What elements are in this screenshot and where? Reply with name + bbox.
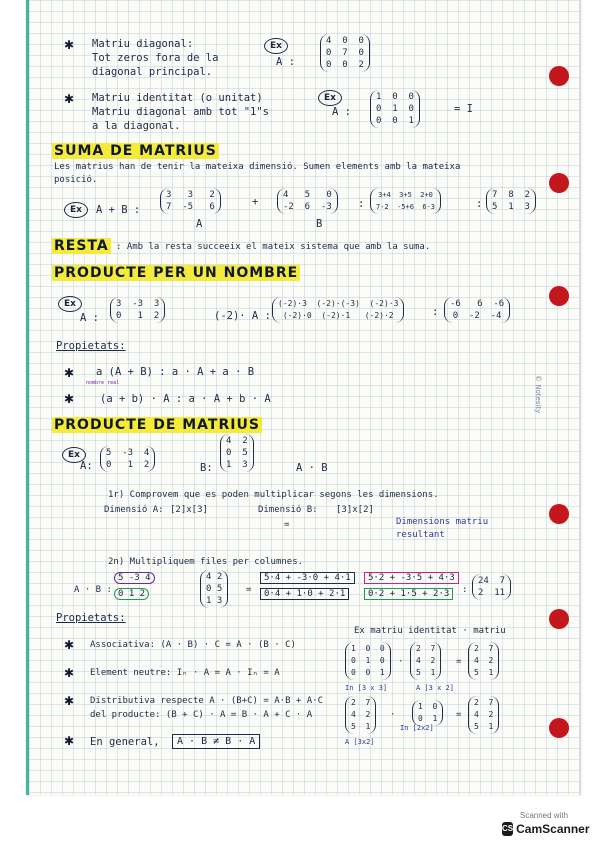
matrix-row: 0 1 2 bbox=[106, 460, 150, 470]
matrix-row: 4 2 bbox=[226, 436, 248, 446]
result-matrix bbox=[468, 642, 499, 680]
matrix-row: 0 1 0 bbox=[376, 104, 414, 114]
matrix-a bbox=[345, 696, 376, 734]
identity-matrix bbox=[412, 700, 443, 726]
matrix-row: 0 1 2 bbox=[116, 311, 160, 321]
equals: : bbox=[432, 306, 439, 318]
section-heading-resta: RESTA bbox=[54, 238, 109, 254]
example-icon: Ex bbox=[264, 38, 288, 54]
matrix-b-columns bbox=[200, 570, 228, 608]
binder-hole bbox=[549, 66, 569, 86]
equals: = bbox=[456, 657, 462, 667]
cell-21: 0·4 + 1·0 + 2·1 bbox=[260, 588, 349, 600]
diagonal-matrix bbox=[320, 34, 370, 72]
property-neutral: Element neutre: Iₙ · A = A · Iₙ = A bbox=[90, 668, 280, 678]
suma-ab-label: A + B : bbox=[96, 204, 141, 216]
matrix-a-label: A: bbox=[80, 460, 93, 472]
watermark-text: © Notesity bbox=[534, 375, 542, 414]
dimension-b-label: Dimensió B: bbox=[258, 505, 318, 515]
cell-12: 5·2 + -3·5 + 4·3 bbox=[364, 572, 459, 584]
matrix-row: 5 1 bbox=[416, 668, 436, 677]
bullet-icon: ✱ bbox=[64, 38, 75, 52]
sum-expansion-matrix bbox=[370, 188, 441, 214]
dimension-a-value: [2]x[3] bbox=[170, 505, 208, 515]
resta-text: : Amb la resta succeeix el mateix sistema que amb la suma. bbox=[116, 242, 431, 252]
scalar-result-matrix bbox=[444, 297, 510, 323]
plus-sign: + bbox=[252, 196, 259, 208]
row-a-2: 0 1 2 bbox=[114, 588, 149, 600]
binder-hole bbox=[549, 609, 569, 629]
matrix-row: (-2)·3 (-2)·(-3) (-2)·3 bbox=[278, 299, 399, 308]
property-distributive-sum: (a + b) · A : a · A + b · A bbox=[100, 393, 271, 405]
suma-text-1: Les matrius han de tenir la mateixa dimensió. Sumen elements amb la mateixa bbox=[54, 162, 461, 172]
property-distributive-1: Distributiva respecte A · (B+C) = A·B + A·C bbox=[90, 696, 323, 706]
property-associative: Associativa: (A · B) · C = A · (B · C) bbox=[90, 640, 296, 650]
binder-hole bbox=[549, 718, 569, 738]
general-text: En general, bbox=[90, 736, 160, 748]
dot: · bbox=[390, 710, 396, 720]
bullet-icon: ✱ bbox=[64, 366, 75, 380]
diag-title: Matriu diagonal: bbox=[92, 38, 194, 50]
non-commutative-box: A · B ≠ B · A bbox=[172, 734, 260, 749]
equals: : bbox=[358, 198, 365, 210]
matrix-row: 1 0 bbox=[418, 702, 438, 711]
scalar-label: (-2)· A : bbox=[214, 310, 271, 322]
matrix-row: 2 11 bbox=[478, 588, 506, 598]
matrix-row: 0 5 bbox=[206, 584, 223, 594]
matrix-row: 3 3 2 bbox=[166, 190, 215, 200]
matrix-row: 5 -3 4 bbox=[106, 448, 150, 458]
binder-hole bbox=[549, 173, 569, 193]
cell-22: 0·2 + 1·5 + 2·3 bbox=[364, 588, 453, 600]
matrix-dimension-label: A [3 x 2] bbox=[416, 684, 454, 692]
matrix-b bbox=[277, 188, 338, 214]
section-heading-producte-nombre: PRODUCTE PER UN NOMBRE bbox=[54, 265, 299, 281]
matrix-row: 2 7 bbox=[474, 644, 494, 653]
matrix-row: 2 7 bbox=[474, 698, 494, 707]
matrix-row: 2 7 bbox=[416, 644, 436, 653]
scalar-expansion-matrix bbox=[272, 297, 404, 323]
matrix-row: 5 1 bbox=[351, 722, 371, 731]
section-heading-suma: SUMA DE MATRIUS bbox=[54, 143, 217, 159]
suma-text-2: posició. bbox=[54, 175, 98, 185]
scanned-with-text: Scanned with bbox=[519, 811, 569, 820]
matrix-row: 7 8 2 bbox=[492, 190, 530, 200]
matrix-row: 7 -5 6 bbox=[166, 202, 215, 212]
ident-title: Matriu identitat (o unitat) bbox=[92, 92, 263, 104]
example-icon: Ex bbox=[58, 296, 82, 312]
matrix-row: 2 7 bbox=[351, 698, 371, 707]
product-result-matrix bbox=[472, 574, 511, 600]
matrix-b-label: B: bbox=[200, 462, 213, 474]
properties-title: Propietats: bbox=[56, 612, 126, 624]
product-label: A · B : bbox=[74, 585, 112, 595]
example-heading: Ex matriu identitat · matriu bbox=[354, 626, 506, 636]
bullet-icon: ✱ bbox=[64, 92, 75, 106]
matrix-row: 0 0 1 bbox=[376, 116, 414, 126]
identity-dimension-label: In [2x2] bbox=[400, 724, 434, 732]
equals: : bbox=[476, 198, 483, 210]
matrix-row: -6 6 -6 bbox=[450, 299, 505, 309]
section-heading-producte-matrius: PRODUCTE DE MATRIUS bbox=[54, 417, 260, 433]
matrix-row: 5 1 bbox=[474, 722, 494, 731]
properties-title: Propietats: bbox=[56, 340, 126, 352]
label-b: B bbox=[316, 218, 323, 230]
property-distributive-scalar: a (A + B) : a · A + a · B bbox=[96, 366, 255, 378]
matrix-a bbox=[410, 642, 441, 680]
bullet-icon: ✱ bbox=[64, 666, 75, 680]
bullet-icon: ✱ bbox=[64, 392, 75, 406]
equals: = bbox=[456, 710, 462, 720]
matrix-row: 1 0 0 bbox=[351, 644, 385, 653]
identity-dimension-label: In [3 x 3] bbox=[345, 684, 388, 692]
result-dimension-note: Dimensions matriu bbox=[396, 517, 489, 527]
matrix-row: 24 7 bbox=[478, 576, 506, 586]
dimension-a-label: Dimensió A: bbox=[104, 505, 164, 515]
camscanner-watermark bbox=[502, 811, 590, 845]
example-icon: Ex bbox=[64, 202, 88, 218]
equals: = bbox=[246, 585, 252, 595]
dimension-equals: = bbox=[284, 520, 290, 530]
matrix-row: 4 2 bbox=[474, 656, 494, 665]
diag-a-label: A : bbox=[276, 56, 295, 68]
diag-text-2: diagonal principal. bbox=[92, 66, 213, 78]
ident-text-2: a la diagonal. bbox=[92, 120, 181, 132]
producte-a-label: A : bbox=[80, 312, 99, 324]
step-2-text: 2n) Multipliquem files per columnes. bbox=[108, 557, 304, 567]
identity-matrix bbox=[345, 642, 391, 680]
matrix-row: -2 6 -3 bbox=[283, 202, 332, 212]
identity-equals: = I bbox=[454, 103, 473, 115]
diag-text-1: Tot zeros fora de la bbox=[92, 52, 219, 64]
matrix-row: (-2)·0 (-2)·1 (-2)·2 bbox=[282, 311, 394, 320]
matrix-row: 4 2 bbox=[416, 656, 436, 665]
matrix-row: 0 1 0 bbox=[351, 656, 385, 665]
matrix-row: 1 0 0 bbox=[376, 92, 414, 102]
matrix-row: 7-2 -5+6 6-3 bbox=[376, 203, 436, 211]
matrix-row: 1 3 bbox=[226, 460, 248, 470]
matrix-b bbox=[220, 434, 254, 472]
matrix-row: 0 5 bbox=[226, 448, 248, 458]
ident-text-1: Matriu diagonal amb tot "1"s bbox=[92, 106, 270, 118]
matrix-row: 0 -2 -4 bbox=[452, 311, 502, 321]
camscanner-name: CamScanner bbox=[516, 822, 590, 836]
matrix-row: 4 2 bbox=[206, 572, 223, 582]
matrix-row: 5 1 3 bbox=[492, 202, 530, 212]
step-1-text: 1r) Comprovem que es poden multiplicar segons les dimensions. bbox=[108, 490, 439, 500]
equals: : bbox=[462, 585, 468, 595]
real-number-note: nombre real bbox=[86, 380, 120, 386]
matrix-a bbox=[100, 446, 155, 472]
matrix-row: 5 1 bbox=[474, 668, 494, 677]
sum-result-matrix bbox=[486, 188, 536, 214]
example-icon: Ex bbox=[62, 447, 86, 463]
matrix-row: 3 -3 3 bbox=[116, 299, 160, 309]
matrix-row: 0 1 bbox=[418, 714, 438, 723]
binder-hole bbox=[549, 504, 569, 524]
label-a: A bbox=[196, 218, 203, 230]
matrix-row: 0 0 1 bbox=[351, 668, 385, 677]
matrix-dimension-label: A [3x2] bbox=[345, 738, 375, 746]
property-distributive-2: del producte: (B + C) · A = B · A + C · A bbox=[90, 710, 313, 720]
bullet-icon: ✱ bbox=[64, 694, 75, 708]
dimension-b-value: [3]x[2] bbox=[336, 505, 374, 515]
example-icon: Ex bbox=[318, 90, 342, 106]
bullet-icon: ✱ bbox=[64, 734, 75, 748]
result-matrix bbox=[468, 696, 499, 734]
camscanner-logo-icon: CS bbox=[502, 822, 513, 836]
result-dimension-note-2: resultant bbox=[396, 530, 445, 540]
cell-11: 5·4 + -3·0 + 4·1 bbox=[260, 572, 355, 584]
matrix-row: 3+4 3+5 2+0 bbox=[378, 191, 433, 199]
identity-matrix bbox=[370, 90, 420, 128]
ident-a-label: A : bbox=[332, 106, 351, 118]
dot: · bbox=[398, 657, 404, 667]
matrix-row: 0 7 0 bbox=[326, 48, 364, 58]
matrix-a bbox=[160, 188, 221, 214]
matrix-row: 4 5 0 bbox=[283, 190, 332, 200]
matrix-row: 1 3 bbox=[206, 596, 223, 606]
matrix-row: 4 2 bbox=[351, 710, 371, 719]
bullet-icon: ✱ bbox=[64, 638, 75, 652]
matrix-a bbox=[110, 297, 165, 323]
matrix-row: 0 0 2 bbox=[326, 60, 364, 70]
matrix-row: 4 2 bbox=[474, 710, 494, 719]
matrix-row: 4 0 0 bbox=[326, 36, 364, 46]
row-a-1: 5 -3 4 bbox=[114, 572, 155, 584]
binder-hole bbox=[549, 286, 569, 306]
product-ab-label: A · B bbox=[296, 462, 328, 474]
